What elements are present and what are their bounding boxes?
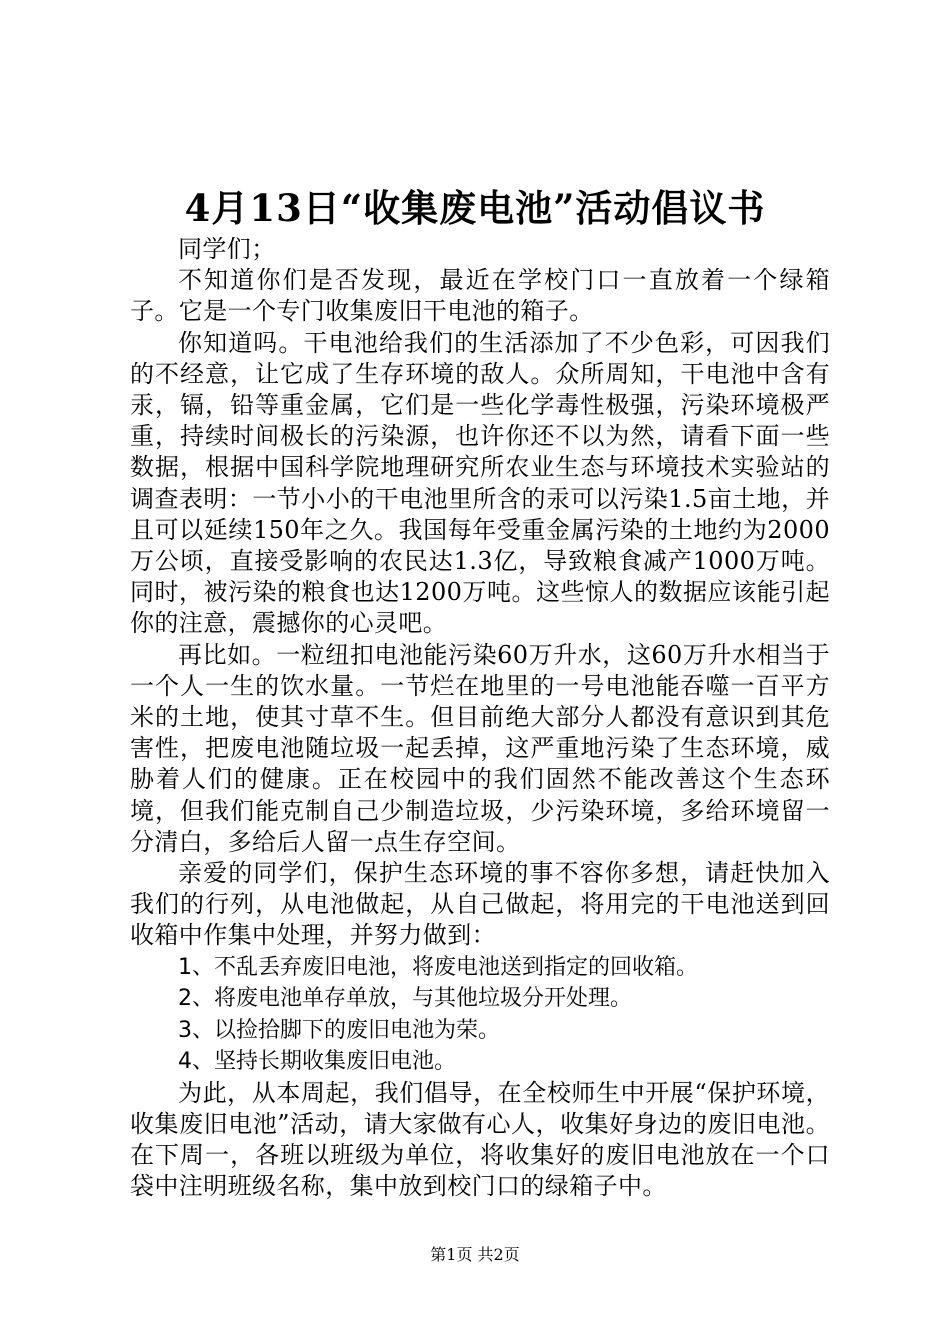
paragraph-1: 不知道你们是否发现，最近在学校门口一直放着一个绿箱子。它是一个专门收集废旧干电池的箱子。 <box>130 266 830 326</box>
page-number: 第1页 <box>430 1245 473 1264</box>
document-body <box>130 234 830 1202</box>
document-title: 4月13日“收集废电池”活动倡议书 <box>184 186 766 230</box>
paragraph-3: 再比如。一粒纽扣电池能污染60万升水，这60万升水相当于一个人一生的饮水量。一节烂在地里的一号电池能吞噬一百平方米的土地，使其寸草不生。但目前绝大部分人都没有意识到其危害性，把废电池随垃圾一起丢掉，这严重地污染了生态环境，威胁着人们的健康。正在校园中的我们固然不能改善这个生态环境，但我们能克制自己少制造垃圾，少污染环境，多给环境留一分清白，多给后人留一点生存空间。 <box>130 640 830 856</box>
list-item-2: 2、将废电池单存单放，与其他垃圾分开处理。 <box>178 986 632 1012</box>
list-item-3: 3、以捡拾脚下的废旧电池为荣。 <box>178 1017 500 1043</box>
paragraph-4: 亲爱的同学们，保护生态环境的事不容你多想，请赶快加入我们的行列，从电池做起，从自己做起，将用完的干电池送到回收箱中作集中处理，并努力做到： <box>130 859 830 950</box>
list-item-4: 4、坚持长期收集废旧电池。 <box>178 1049 456 1075</box>
page-footer <box>0 1244 950 1266</box>
list-item-1: 1、不乱丢弃废旧电池，将废电池送到指定的回收箱。 <box>178 954 698 980</box>
paragraph-2: 你知道吗。干电池给我们的生活添加了不少色彩，可因我们的不经意，让它成了生存环境的敌人。众所周知，干电池中含有汞，镉，铅等重金属，它们是一些化学毒性极强，污染环境极严重，持续时间极长的污染源，也许你还不以为然，请看下面一些数据，根据中国科学院地理研究所农业生态与环境技术实验站的调查表明：一节小小的干电池里所含的汞可以污染1.5亩土地，并且可以延续150年之久。我国每年受重金属污染的土地约为2000万公顷，直接受影响的农民达1.3亿，导致粮食减产1000万吨。同时，被污染的粮食也达1200万吨。这些惊人的数据应该能引起你的注意，震撼你的心灵吧。 <box>130 328 830 638</box>
closing-paragraph: 为此，从本周起，我们倡导，在全校师生中开展“保护环境，收集废旧电池”活动，请大家做有心人，收集好身边的废旧电池。在下周一，各班以班级为单位，将收集好的废旧电池放在一个口袋中注明班级名称，集中放到校门口的绿箱子中。 <box>130 1078 830 1201</box>
page-total: 共2页 <box>477 1245 520 1264</box>
salutation: 同学们； <box>178 235 276 263</box>
